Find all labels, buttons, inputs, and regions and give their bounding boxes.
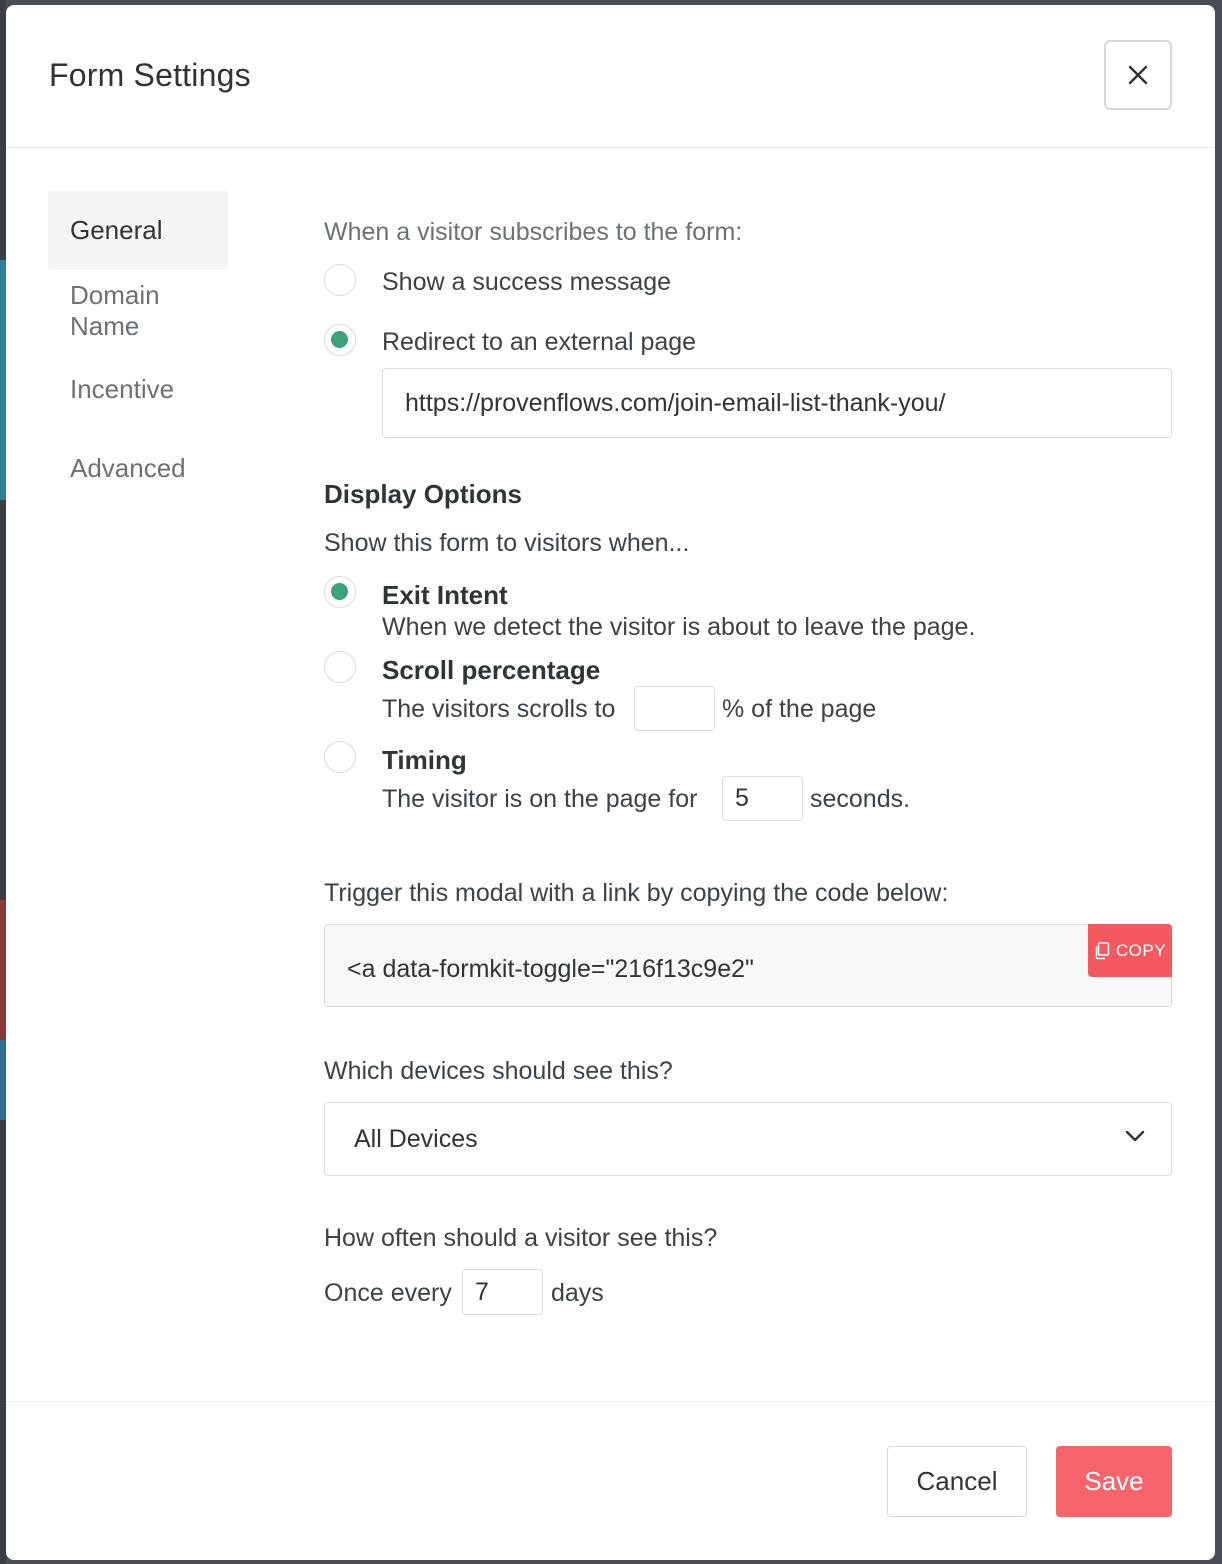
timing-radio[interactable] <box>324 741 356 773</box>
timing-prefix: The visitor is on the page for <box>382 785 698 813</box>
trigger-heading: Trigger this modal with a link by copying the code below: <box>324 879 949 907</box>
nav-item-advanced[interactable] <box>48 429 228 508</box>
trigger-code: <a data-formkit-toggle="216f13c9e2" <box>347 955 754 983</box>
timing-seconds-input[interactable] <box>722 776 803 821</box>
redirect-url-input[interactable] <box>382 368 1172 438</box>
close-button[interactable] <box>1104 40 1172 110</box>
timing-title: Timing <box>382 745 467 775</box>
scroll-prefix: The visitors scrolls to <box>382 695 616 723</box>
success-message-label: Show a success message <box>382 268 672 296</box>
redirect-radio[interactable] <box>324 324 356 356</box>
modal-footer <box>6 1401 1215 1560</box>
copy-label: COPY <box>1115 940 1167 960</box>
modal-title: Form Settings <box>49 57 251 93</box>
scroll-percentage-input[interactable] <box>634 686 715 731</box>
save-button[interactable]: Save <box>1056 1446 1172 1517</box>
redirect-label: Redirect to an external page <box>382 328 697 356</box>
frequency-days-input[interactable] <box>462 1269 543 1315</box>
devices-selected-value: All Devices <box>354 1125 478 1153</box>
copy-icon <box>1094 942 1110 960</box>
success-message-radio[interactable] <box>324 264 356 296</box>
nav-item-label: Advanced <box>70 453 186 483</box>
scroll-percentage-title: Scroll percentage <box>382 655 601 685</box>
nav-item-general[interactable] <box>48 191 228 270</box>
frequency-heading: How often should a visitor see this? <box>324 1224 718 1252</box>
subscribe-heading: When a visitor subscribes to the form: <box>324 218 743 246</box>
display-options-heading: Display Options <box>324 479 522 509</box>
frequency-prefix: Once every <box>324 1279 452 1307</box>
nav-item-label: General <box>70 215 163 245</box>
nav-item-domain-name[interactable] <box>48 271 228 350</box>
scroll-suffix: % of the page <box>722 695 877 723</box>
nav-item-label: Domain Name <box>70 279 160 341</box>
copy-button[interactable] <box>1088 924 1172 977</box>
display-options-subheading: Show this form to visitors when... <box>324 529 690 557</box>
frequency-suffix: days <box>551 1279 604 1307</box>
cancel-button[interactable]: Cancel <box>887 1446 1027 1517</box>
chevron-down-icon <box>1125 1129 1145 1143</box>
devices-heading: Which devices should see this? <box>324 1057 673 1085</box>
form-settings-modal <box>6 5 1215 1560</box>
exit-intent-radio[interactable] <box>324 576 356 608</box>
nav-item-incentive[interactable] <box>48 350 228 429</box>
trigger-code-box[interactable] <box>324 924 1172 1007</box>
close-icon <box>1128 65 1148 85</box>
devices-select[interactable] <box>324 1102 1172 1176</box>
exit-intent-description: When we detect the visitor is about to leave the page. <box>382 613 976 641</box>
modal-header <box>6 5 1215 148</box>
nav-item-label: Incentive <box>70 374 175 404</box>
scroll-percentage-radio[interactable] <box>324 651 356 683</box>
exit-intent-title: Exit Intent <box>382 580 508 610</box>
timing-suffix: seconds. <box>810 785 911 813</box>
